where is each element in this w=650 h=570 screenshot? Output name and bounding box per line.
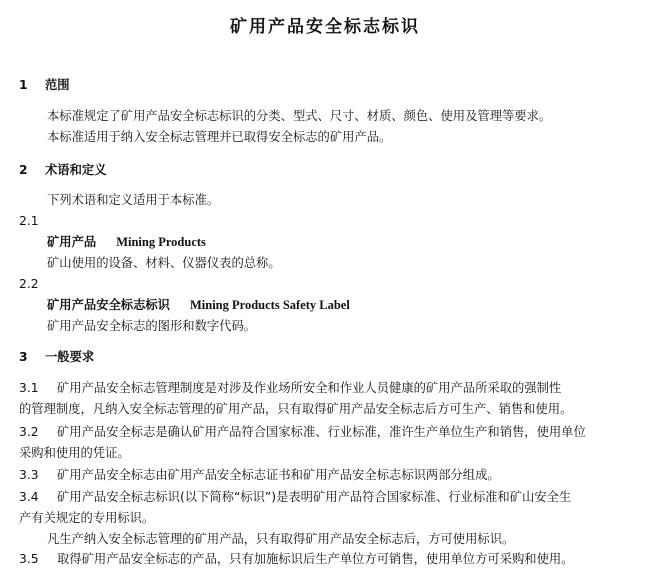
clause-text: 矿用产品安全标志标识(以下简称“标识”)是表明矿用产品符合国家标准、行业标准和矿山安全生 [57,490,572,504]
clause-number: 3.5 [19,552,39,566]
term-cn: 矿用产品安全标志标识 [47,298,170,312]
term-en: Mining Products Safety Label [189,298,350,312]
clause-text: 矿用产品安全标志是确认矿用产品符合国家标准、行业标准，准许生产单位生产和销售，使用单位 [57,425,586,439]
clause-3-3 [19,468,500,483]
paragraph: 本标准适用于纳入安全标志管理并已取得安全标志的矿用产品。 [47,130,392,144]
clause-number: 3.2 [19,425,39,439]
term-en: Mining Products [116,235,206,249]
term-2-1 [47,235,206,250]
clause-text: 取得矿用产品安全标志的产品，只有加施标识后生产单位方可销售，使用单位方可采购和使用。 [57,552,574,566]
clause-text: 矿用产品安全标志由矿用产品安全标志证书和矿用产品安全标志标识两部分组成。 [57,468,500,482]
clause-text: 采购和使用的凭证。 [19,446,130,460]
clause-number: 2.2 [19,277,39,291]
section-number: 1 [19,78,28,92]
clause-number: 2.1 [19,214,39,228]
section-number: 2 [19,163,28,177]
section-3-heading [19,350,94,365]
definition: 矿山使用的设备、材料、仪器仪表的总称。 [47,256,281,270]
clause-text: 矿用产品安全标志管理制度是对涉及作业场所安全和作业人员健康的矿用产品所采取的强制性 [57,381,562,395]
section-title: 范围 [45,78,70,92]
clause-number: 3.3 [19,468,39,482]
clause-text: 凡生产纳入安全标志管理的矿用产品，只有取得矿用产品安全标志后，方可使用标识。 [47,532,515,546]
term-cn: 矿用产品 [47,235,97,249]
clause-3-5 [19,552,573,567]
paragraph: 本标准规定了矿用产品安全标志标识的分类、型式、尺寸、材质、颜色、使用及管理等要求。 [47,109,552,123]
clause-3-2 [19,425,586,440]
term-2-2 [47,298,350,313]
document-title: 矿用产品安全标志标识 [230,17,420,37]
clause-3-4 [19,490,571,505]
clause-text: 的管理制度，凡纳入安全标志管理的矿用产品，只有取得矿用产品安全标志后方可生产、销售和使用。 [19,402,573,416]
section-title: 术语和定义 [45,163,107,177]
clause-number: 3.4 [19,490,39,504]
clause-text: 产有关规定的专用标识。 [19,511,155,525]
section-number: 3 [19,350,28,364]
clause-3-1 [19,381,561,396]
section-title: 一般要求 [45,350,95,364]
clause-number: 3.1 [19,381,39,395]
section-1-heading [19,78,70,93]
section-2-heading [19,163,107,178]
definition: 矿用产品安全标志的图形和数字代码。 [47,319,257,333]
paragraph: 下列术语和定义适用于本标准。 [47,193,220,207]
